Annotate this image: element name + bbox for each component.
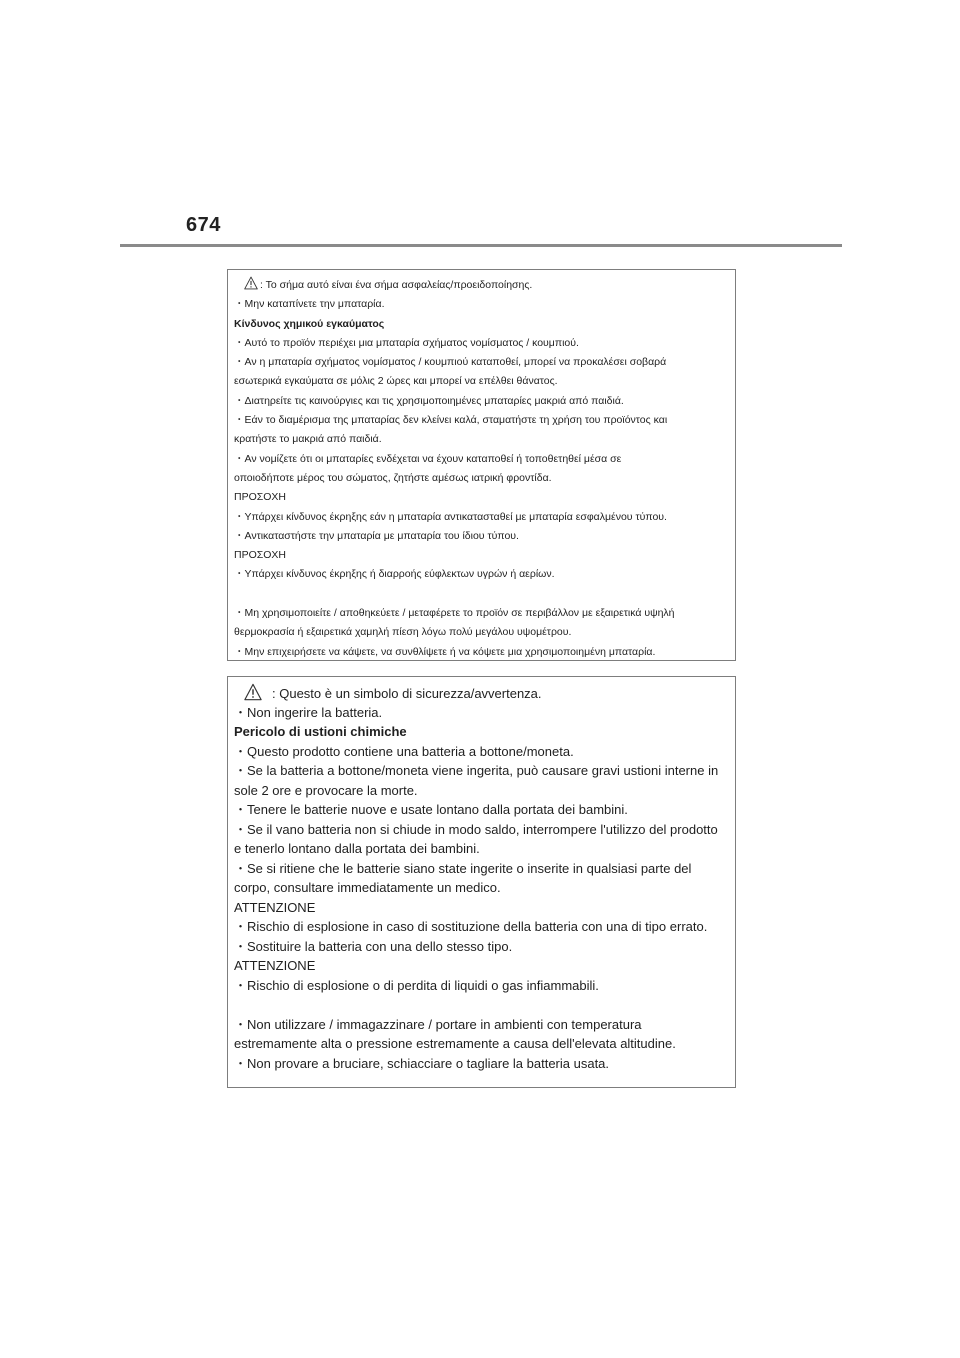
text-line (234, 527, 735, 546)
text-line-content: ΠΡΟΣΟΧΗ (234, 491, 286, 504)
text-line (234, 585, 735, 604)
text-line-content: ATTENZIONE (234, 899, 316, 915)
text-line (234, 995, 735, 1015)
text-line (234, 315, 735, 334)
text-line (234, 508, 735, 527)
text-line-content: ・Rischio di esplosione o di perdita di liquidi o gas infiammabili. (234, 977, 599, 993)
text-line (234, 604, 735, 623)
text-line (234, 488, 735, 507)
italian-warning-box (227, 676, 736, 1088)
text-line (234, 565, 735, 584)
text-line-content: sole 2 ore e provocare la morte. (234, 782, 418, 798)
text-line-content: ・Αυτό το προϊόν περιέχει μια μπαταρία σχήματος νομίσματος / κουμπιού. (234, 336, 579, 349)
text-line (234, 976, 735, 996)
italian-warning-text (234, 683, 735, 1073)
text-line (234, 1054, 735, 1074)
text-line (234, 392, 735, 411)
text-line (234, 276, 735, 295)
greek-warning-box (227, 269, 736, 661)
text-line-content: ・Μην επιχειρήσετε να κάψετε, να συνθλίψετε ή να κόψετε μια χρησιμοποιημένη μπαταρία. (234, 645, 656, 658)
text-line (234, 917, 735, 937)
text-line (234, 546, 735, 565)
text-line-content: ATTENZIONE (234, 958, 316, 973)
warning-icon (244, 276, 258, 297)
text-line-content: ・Διατηρείτε τις καινούργιες και τις χρησιμοποιημένες μπαταρίες μακριά από παιδιά. (234, 394, 624, 407)
text-line-content: ・Non provare a bruciare, schiacciare o tagliare la batteria usata. (234, 1055, 610, 1071)
text-line (234, 1034, 735, 1054)
text-line (234, 703, 735, 723)
text-line (234, 722, 735, 742)
text-line (234, 839, 735, 859)
text-line (234, 800, 735, 820)
text-line-content: Κίνδυνος χημικού εγκαύματος (234, 317, 385, 330)
text-line-content: θερμοκρασία ή εξαιρετικά χαμηλή πίεση λόγω πολύ μεγάλου υψομέτρου. (234, 626, 572, 639)
text-line (234, 450, 735, 469)
text-line-content: ・Tenere le batterie nuove e usate lontano dalla portata dei bambini. (234, 802, 628, 817)
text-line (234, 372, 735, 391)
text-line (234, 742, 735, 762)
text-line-content: ・Sostituire la batteria con una dello stesso tipo. (234, 938, 513, 954)
text-line-content: : Questo è un simbolo di sicurezza/avvertenza. (272, 686, 542, 701)
text-line-content: ・Non ingerire la batteria. (234, 704, 383, 720)
text-line-content: ・Αν νομίζετε ότι οι μπαταρίες ενδέχεται να έχουν καταποθεί ή τοποθετηθεί μέσα σε (234, 452, 622, 465)
text-line-content: ・Αντικαταστήστε την μπαταρία με μπαταρία του ίδιου τύπου. (234, 529, 519, 542)
text-line (234, 781, 735, 801)
text-line-content: ΠΡΟΣΟΧΗ (234, 549, 286, 562)
text-line-content: ・Non utilizzare / immagazzinare / portare in ambienti con temperatura (234, 1016, 642, 1032)
text-line (234, 761, 735, 781)
text-line-content: ・Αν η μπαταρία σχήματος νομίσματος / κουμπιού καταποθεί, μπορεί να προκαλέσει σοβαρά (234, 356, 667, 369)
text-line-content: estremamente alta o pressione estremamente a causa dell'elevata altitudine. (234, 1036, 676, 1051)
header-rule (120, 244, 842, 247)
text-line-content: : Το σήμα αυτό είναι ένα σήμα ασφαλείας/προειδοποίησης. (260, 279, 533, 291)
text-line (234, 956, 735, 976)
text-line-content: ・Υπάρχει κίνδυνος έκρηξης εάν η μπαταρία αντικατασταθεί με μπαταρία εσφαλμένου τύπου. (234, 510, 667, 523)
text-line (234, 353, 735, 372)
text-line-content: ・Se il vano batteria non si chiude in modo saldo, interrompere l'utilizzo del prodotto (234, 821, 718, 837)
text-line (234, 430, 735, 449)
page-number: 674 (186, 214, 221, 236)
text-line-content: εσωτερικά εγκαύματα σε μόλις 2 ώρες και μπορεί να επέλθει θάνατος. (234, 375, 558, 388)
text-line (234, 859, 735, 879)
text-line-content: ・Εάν το διαμέρισμα της μπαταρίας δεν κλείνει καλά, σταματήστε τη χρήση του προϊόντος και (234, 414, 668, 427)
text-line-content: ・Μη χρησιμοποιείτε / αποθηκεύετε / μεταφέρετε το προϊόν σε περιβάλλον με εξαιρετικά υψηλή (234, 607, 675, 620)
text-line (234, 295, 735, 314)
text-line-content: ・Se si ritiene che le batterie siano state ingerite o inserite in qualsiasi parte del (234, 860, 692, 876)
text-line (234, 898, 735, 918)
text-line (234, 1015, 735, 1035)
text-line-content: ・Questo prodotto contiene una batteria a bottone/moneta. (234, 743, 574, 759)
text-line-content: ・Μην καταπίνετε την μπαταρία. (234, 298, 385, 311)
text-line (234, 643, 735, 662)
text-line-content: ・Υπάρχει κίνδυνος έκρηξης ή διαρροής εύφλεκτων υγρών ή αερίων. (234, 568, 555, 581)
text-line-content: οποιοδήποτε μέρος του σώματος, ζητήστε αμέσως ιατρική φροντίδα. (234, 471, 552, 484)
text-line (234, 820, 735, 840)
text-line (234, 469, 735, 488)
text-line (234, 937, 735, 957)
greek-warning-text (234, 276, 735, 662)
text-line-content: e tenerlo lontano dalla portata dei bambini. (234, 841, 480, 856)
text-line (234, 334, 735, 353)
text-line-content: κρατήστε το μακριά από παιδιά. (234, 433, 382, 446)
text-line (234, 623, 735, 642)
text-line-content: corpo, consultare immediatamente un medico. (234, 880, 501, 895)
text-line-content: Pericolo di ustioni chimiche (234, 724, 407, 739)
text-line (234, 411, 735, 430)
text-line-content: ・Rischio di esplosione in caso di sostituzione della batteria con una di tipo errato. (234, 919, 708, 934)
text-line (234, 683, 735, 703)
text-line-content: ・Se la batteria a bottone/moneta viene ingerita, può causare gravi ustioni interne in (234, 763, 719, 778)
text-line (234, 878, 735, 898)
